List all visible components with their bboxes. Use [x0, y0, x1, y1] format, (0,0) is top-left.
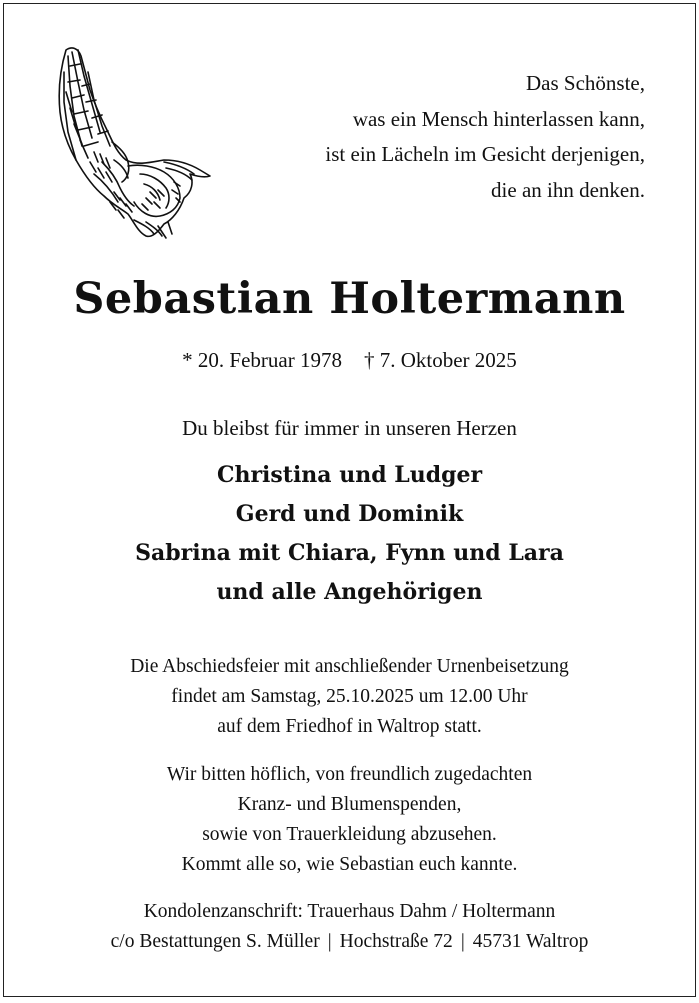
mourner-line: Gerd und Dominik [235, 501, 464, 527]
request-line: Kranz- und Blumenspenden, [237, 794, 462, 815]
condolence-address [4, 897, 695, 957]
funeral-line: auf dem Friedhof in Waltrop statt. [217, 716, 482, 737]
quote-line: was ein Mensch hinterlassen kann, [352, 106, 645, 131]
praying-hands-icon [54, 42, 216, 242]
request-line: sowie von Trauerkleidung abzusehen. [202, 824, 497, 845]
funeral-info [4, 652, 695, 742]
birth-date: * 20. Februar 1978 [182, 348, 342, 372]
mourner-line: Christina und Ludger [216, 462, 483, 488]
deceased-name: Sebastian Holtermann [73, 274, 626, 324]
quote-line: die an ihn denken. [491, 177, 645, 202]
request-line: Kommt alle so, wie Sebastian euch kannte. [181, 854, 518, 875]
address-part: 45731 Waltrop [472, 931, 589, 952]
contact-address-line [4, 927, 695, 957]
mourner-line: Sabrina mit Chiara, Fynn und Lara [135, 540, 564, 566]
address-separator: | [327, 931, 332, 952]
request-line: Wir bitten höflich, von freundlich zugedachten [166, 764, 533, 785]
quote-line: ist ein Lächeln im Gesicht derjenigen, [325, 142, 645, 166]
life-dates [4, 348, 695, 373]
memorial-quote [205, 66, 645, 208]
death-date: † 7. Oktober 2025 [363, 348, 517, 372]
address-part: Hochstraße 72 [339, 931, 453, 952]
address-separator: | [460, 931, 465, 952]
remembrance-line: Du bleibst für immer in unseren Herzen [182, 416, 517, 440]
funeral-line: findet am Samstag, 25.10.2025 um 12.00 Uhr [171, 686, 528, 707]
contact-line: Kondolenzanschrift: Trauerhaus Dahm / Holtermann [143, 901, 556, 922]
donation-request [4, 760, 695, 880]
mourner-line: und alle Angehörigen [216, 579, 483, 605]
address-part: c/o Bestattungen S. Müller [110, 931, 320, 952]
quote-line: Das Schönste, [526, 71, 645, 95]
obituary-notice [3, 3, 696, 997]
funeral-line: Die Abschiedsfeier mit anschließender Urnenbeisetzung [130, 656, 569, 677]
mourners-list [4, 456, 695, 612]
